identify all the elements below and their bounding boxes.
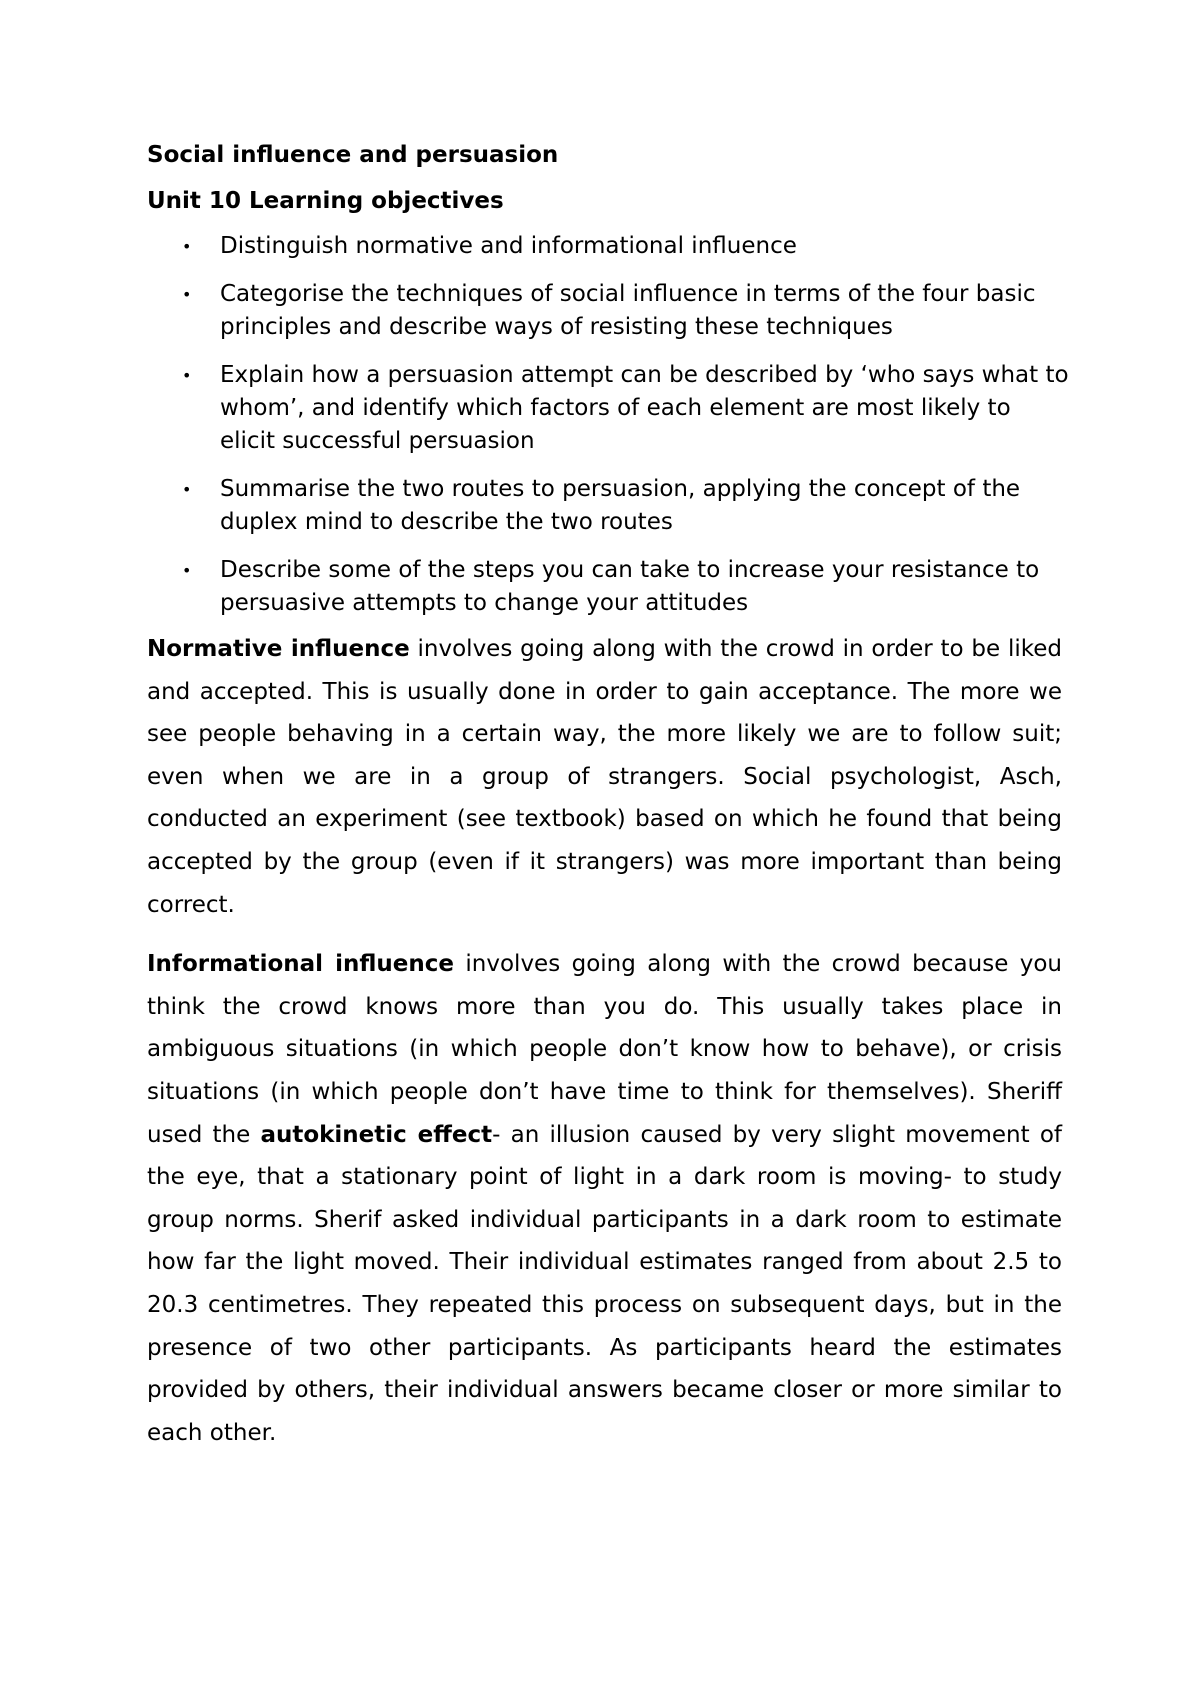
bullet-icon: • bbox=[182, 561, 192, 580]
bullet-icon: • bbox=[182, 285, 192, 304]
objective-text: Categorise the techniques of social influence in terms of the four basic principles and describe ways of resisting these techniques bbox=[220, 281, 1036, 340]
objective-text: Explain how a persuasion attempt can be described by ‘who says what to whom’, and identify which factors of each element are most likely to elicit successful persuasion bbox=[220, 362, 1069, 454]
bullet-icon: • bbox=[182, 480, 192, 499]
objective-text: Summarise the two routes to persuasion, applying the concept of the duplex mind to describe the two routes bbox=[220, 476, 1021, 535]
bullet-icon: • bbox=[182, 237, 192, 256]
list-item bbox=[147, 554, 1070, 620]
objective-text: Distinguish normative and informational influence bbox=[220, 233, 797, 259]
autokinetic-effect-term: autokinetic effect bbox=[260, 1121, 493, 1148]
bullet-icon: • bbox=[182, 366, 192, 385]
normative-influence-term: Normative influence bbox=[147, 636, 410, 662]
list-item bbox=[147, 473, 1070, 539]
document-title: Social influence and persuasion bbox=[147, 142, 559, 168]
learning-objectives-list bbox=[147, 230, 1069, 620]
objective-text: Describe some of the steps you can take to increase your resistance to persuasive attempts to change your attitudes bbox=[220, 557, 1040, 616]
list-item bbox=[147, 230, 1070, 263]
informational-influence-paragraph bbox=[147, 943, 1062, 1454]
list-item bbox=[147, 278, 1070, 344]
list-item bbox=[147, 359, 1070, 458]
informational-influence-text-after: - an illusion caused by very slight movement of the eye, that a stationary point of light in a dark room is moving- to study group norms. Sherif asked individual participants in a dark room to estimate how far the light moved. Their individual estimates ranged from about 2.5 to 20.3 centimetres. They repeated this process on subsequent days, but in the presence of two other participants. As participants heard the estimates provided by others, their individual answers became closer or more similar to each other. bbox=[147, 1121, 1062, 1446]
informational-influence-text-before: involves going along with the crowd because you think the crowd knows more than you do. This usually takes place in ambiguous situations (in which people don’t know how to behave), or crisis situations (in which people don’t have time to think for themselves). Sheriff used the bbox=[147, 951, 1063, 1148]
normative-influence-text: involves going along with the crowd in order to be liked and accepted. This is usually done in order to gain acceptance. The more we see people behaving in a certain way, the more likely we are to follow suit; even when we are in a group of strangers. Social psychologist, Asch, conducted an experiment (see textbook) based on which he found that being accepted by the group (even if it strangers) was more important than being correct. bbox=[147, 636, 1062, 918]
section-heading: Unit 10 Learning objectives bbox=[147, 188, 504, 214]
informational-influence-term: Informational influence bbox=[147, 951, 455, 978]
normative-influence-paragraph bbox=[147, 628, 1062, 926]
document-page bbox=[147, 140, 1069, 1454]
